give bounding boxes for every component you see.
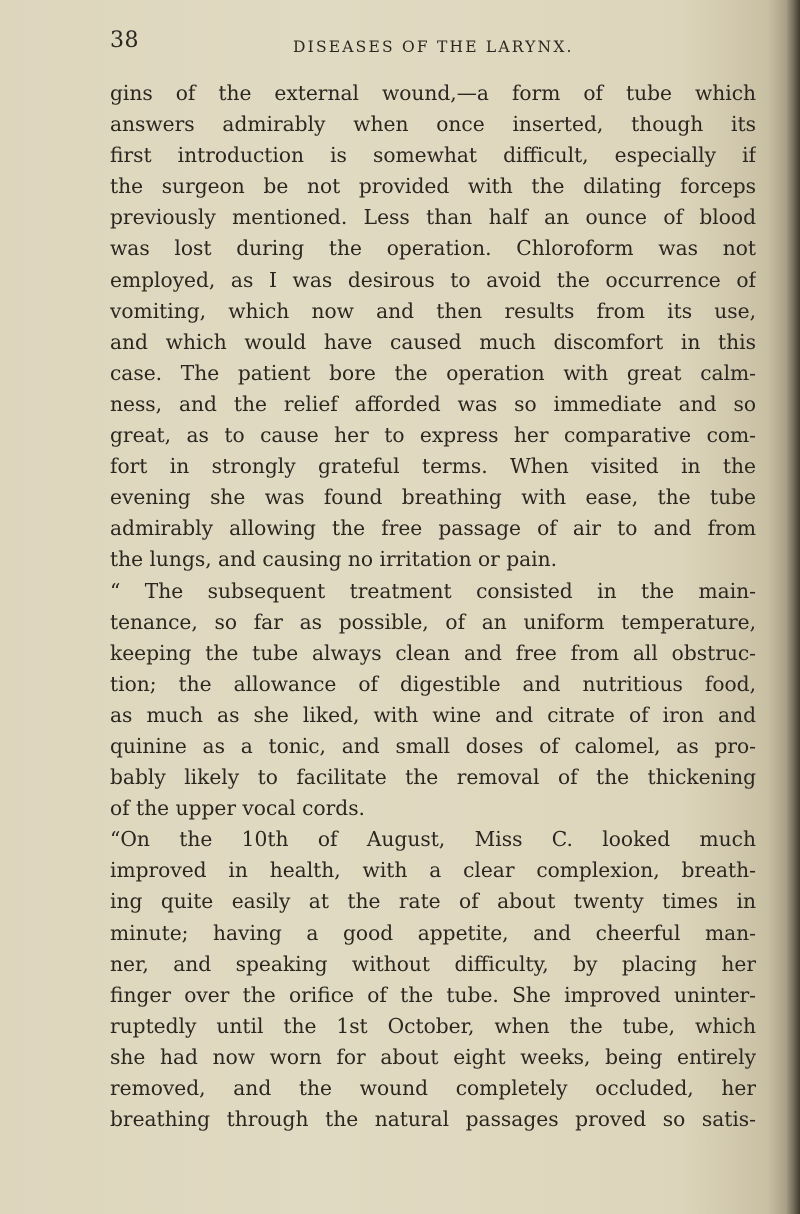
- text-line: tion; the allowance of digestible and nutritious food,: [110, 671, 756, 696]
- paragraph-end-line: the lungs, and causing no irritation or pain.: [110, 547, 558, 572]
- text-line: and which would have caused much discomfort in this: [110, 329, 756, 354]
- page-number: 38: [110, 28, 139, 53]
- text-line: as much as she liked, with wine and citrate of iron and: [110, 702, 756, 727]
- text-line: ing quite easily at the rate of about twenty times in: [110, 889, 756, 914]
- text-line: evening she was found breathing with ease, the tube: [110, 485, 756, 510]
- text-line: was lost during the operation. Chloroform was not: [110, 236, 756, 261]
- text-line: finger over the orifice of the tube. She improved uninter-: [110, 982, 756, 1007]
- page-header: [110, 20, 750, 60]
- paragraph-end-line: of the upper vocal cords.: [110, 796, 365, 821]
- text-line: minute; having a good appetite, and cheerful man-: [110, 920, 756, 945]
- text-line: ness, and the relief afforded was so immediate and so: [110, 391, 756, 416]
- text-line: first introduction is somewhat difficult, especially if: [110, 143, 756, 168]
- text-line: quinine as a tonic, and small doses of calomel, as pro-: [110, 733, 756, 758]
- body-text: [110, 78, 756, 1135]
- text-line: admirably allowing the free passage of air to and from: [110, 516, 756, 541]
- text-line: “On the 10th of August, Miss C. looked much: [110, 827, 756, 852]
- text-line: answers admirably when once inserted, though its: [110, 112, 756, 137]
- text-line: the surgeon be not provided with the dilating forceps: [110, 174, 756, 199]
- text-line: improved in health, with a clear complexion, breath-: [110, 858, 756, 883]
- text-line: case. The patient bore the operation with great calm-: [110, 360, 756, 385]
- running-head: DISEASES OF THE LARYNX.: [293, 38, 574, 56]
- text-line: vomiting, which now and then results from its use,: [110, 298, 756, 323]
- text-line: ruptedly until the 1st October, when the tube, which: [110, 1013, 756, 1038]
- text-line: gins of the external wound,—a form of tube which: [110, 81, 756, 105]
- text-line: “ The subsequent treatment consisted in the main-: [110, 578, 756, 603]
- text-line: employed, as I was desirous to avoid the occurrence of: [110, 267, 756, 292]
- text-line: she had now worn for about eight weeks, being entirely: [110, 1044, 756, 1069]
- text-line: great, as to cause her to express her comparative com-: [110, 423, 756, 448]
- text-line: fort in strongly grateful terms. When visited in the: [110, 454, 756, 479]
- text-line: keeping the tube always clean and free from all obstruc-: [110, 640, 756, 665]
- text-line: previously mentioned. Less than half an ounce of blood: [110, 205, 756, 230]
- text-line: removed, and the wound completely occluded, her: [110, 1076, 756, 1100]
- text-line: breathing through the natural passages proved so satis-: [110, 1107, 756, 1132]
- text-line: ner, and speaking without difficulty, by placing her: [110, 951, 756, 976]
- text-line: tenance, so far as possible, of an uniform temperature,: [110, 609, 756, 634]
- page-edge-shadow: [786, 0, 800, 1214]
- text-line: bably likely to facilitate the removal of the thickening: [110, 765, 756, 790]
